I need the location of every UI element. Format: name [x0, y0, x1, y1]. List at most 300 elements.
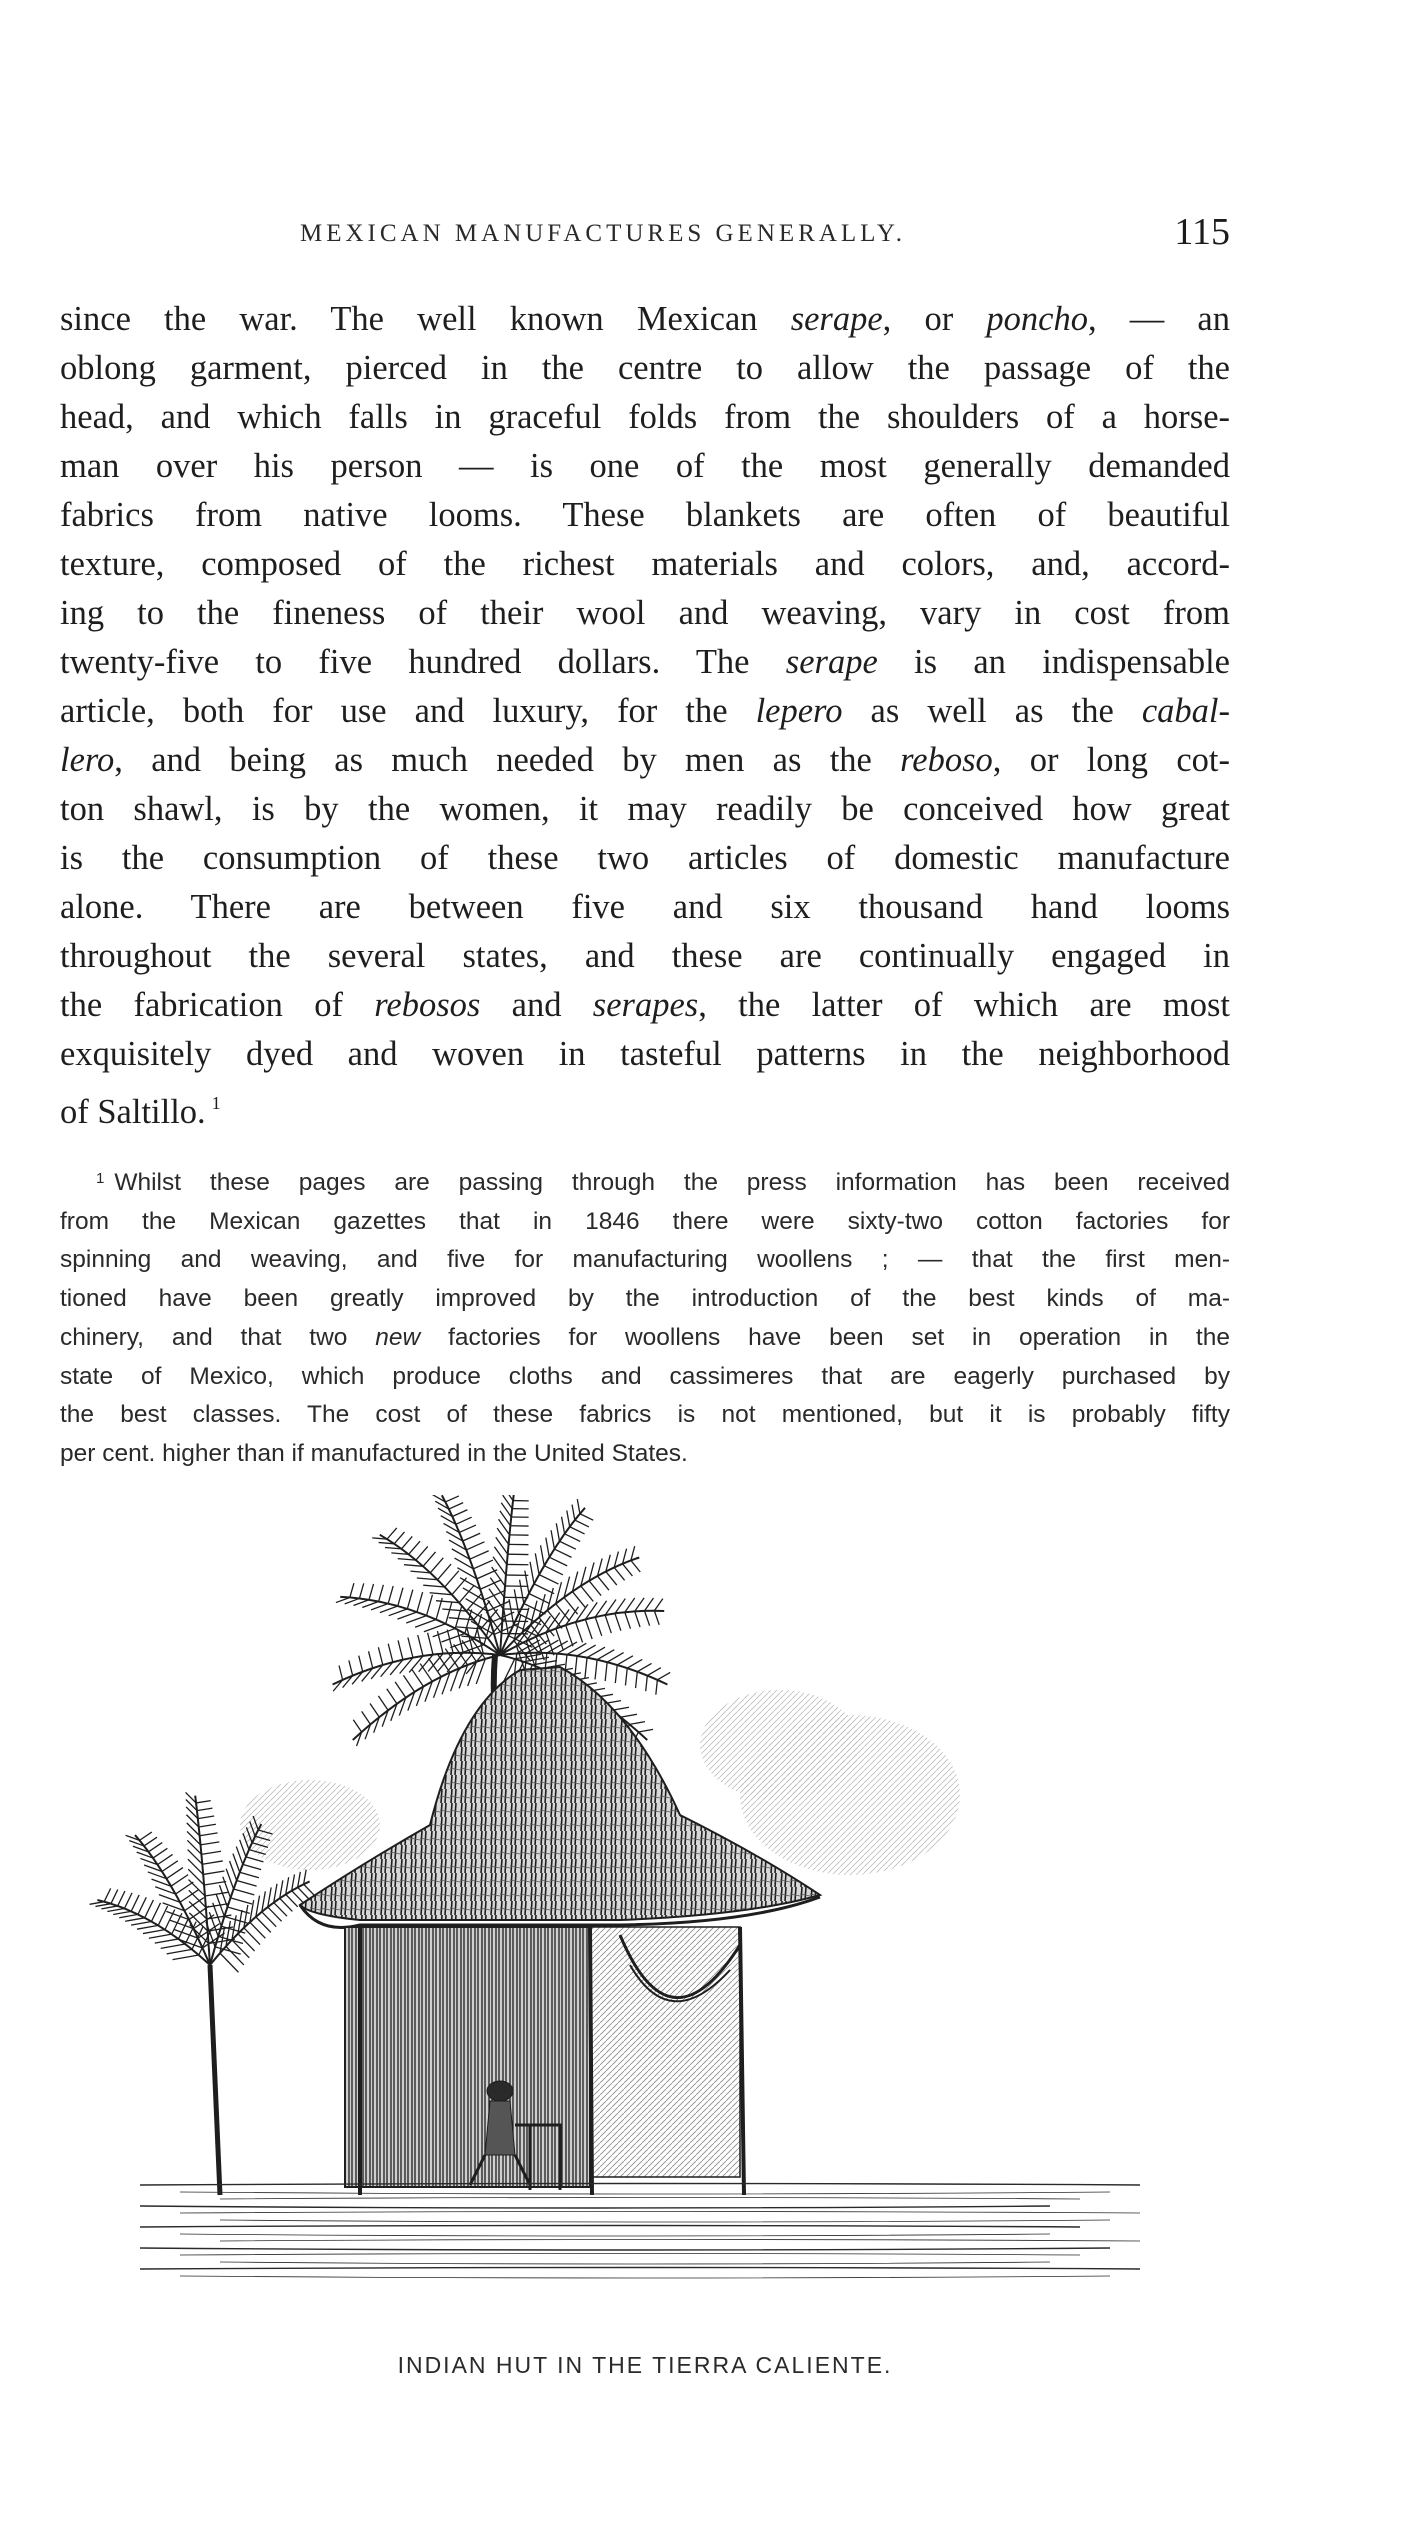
leaf-stroke	[137, 1925, 158, 1929]
text-run: per cent. higher than if manufactured in the United States.	[60, 1439, 688, 1467]
leaf-stroke	[615, 1613, 621, 1630]
leaf-stroke	[595, 1617, 601, 1636]
footnote-line	[60, 1160, 1230, 1203]
leaf-stroke	[576, 1622, 583, 1642]
leaf-stroke	[452, 1510, 467, 1517]
leaf-stroke	[380, 1606, 398, 1613]
text-run: twenty-five to five hundred dollars. The	[60, 643, 786, 681]
leaf-stroke	[144, 1837, 157, 1846]
leaf-stroke	[359, 1583, 363, 1598]
text-run: of Saltillo.	[60, 1093, 206, 1131]
ground-stroke	[140, 2184, 1140, 2186]
text-run: spinning and weaving, and five for manufacturing woollens ; — that the first men-	[60, 1246, 1230, 1274]
leaf-stroke	[236, 1847, 243, 1865]
leaf-stroke	[162, 1861, 178, 1872]
leaf-stroke	[424, 1624, 446, 1632]
text-run: , or	[882, 300, 987, 338]
leaf-stroke	[436, 1601, 459, 1603]
leaf-stroke	[408, 1638, 413, 1658]
italic-term: cabal-	[1141, 692, 1230, 730]
ground-stroke	[220, 2240, 1140, 2242]
leaf-stroke	[534, 1584, 554, 1594]
leaf-stroke	[199, 1824, 216, 1827]
leaf-stroke	[370, 1703, 379, 1717]
leaf-stroke	[615, 1665, 617, 1683]
leaf-stroke	[428, 1633, 433, 1655]
leaf-stroke	[371, 1604, 388, 1610]
footnote-line	[60, 1396, 1230, 1435]
text-run: fabrics from native looms. These blankets are often of beautiful	[60, 496, 1230, 534]
body-line	[60, 540, 1230, 589]
leaf-stroke	[570, 1527, 585, 1534]
text-run: chinery, and that two	[60, 1323, 376, 1351]
leaf-stroke	[113, 1911, 131, 1914]
leaf-stroke	[362, 1711, 371, 1724]
text-run: the best classes. The cost of these fabrics is not mentioned, but it is probably fifty	[60, 1401, 1230, 1429]
leaf-stroke	[387, 1689, 397, 1704]
ground-stroke	[180, 2212, 1140, 2214]
text-run: and	[480, 986, 593, 1024]
leaf-stroke	[131, 1921, 151, 1925]
leaf-stroke	[423, 1552, 435, 1566]
leaf-stroke	[379, 1585, 384, 1602]
footnote-line	[60, 1203, 1230, 1242]
italic-term: rebosos	[374, 986, 481, 1024]
leaf-stroke	[607, 1653, 623, 1663]
leaf-stroke	[654, 1599, 662, 1611]
leaf-stroke	[614, 1568, 624, 1581]
leaf-stroke	[455, 1605, 462, 1628]
text-run: the fabrication of	[60, 986, 375, 1024]
footnote-marker: 1	[96, 1170, 105, 1187]
text-run: factories for woollens have been set in operation in the	[420, 1323, 1230, 1351]
leaf-stroke	[645, 1598, 654, 1611]
leaf-stroke	[140, 1832, 152, 1840]
leaf-stroke	[630, 1722, 645, 1725]
text-run: man over his person — is one of the most generally demanded	[60, 447, 1230, 485]
leaf-stroke	[167, 1868, 183, 1879]
leaf-stroke	[572, 1592, 585, 1608]
leaf-stroke	[369, 1584, 374, 1600]
leaf-stroke	[231, 1898, 253, 1904]
body-line	[60, 589, 1230, 638]
leaf-stroke	[223, 1877, 231, 1898]
leaf-stroke	[597, 1650, 614, 1660]
leaf-stroke	[95, 1904, 110, 1907]
leaf-stroke	[429, 1658, 442, 1677]
leaf-stroke	[104, 1888, 110, 1901]
leaf-stroke	[387, 1528, 397, 1539]
leaf-stroke	[514, 1589, 518, 1614]
leaf-stroke	[101, 1906, 117, 1909]
body-line	[60, 981, 1230, 1030]
footnote	[60, 1160, 1230, 1474]
leaf-stroke	[544, 1566, 563, 1575]
leaf-stroke	[520, 1580, 524, 1604]
footnote-line	[60, 1319, 1230, 1358]
leaf-stroke	[437, 1564, 451, 1580]
body-line	[60, 344, 1230, 393]
leaf-stroke	[202, 1861, 222, 1864]
leaf-stroke	[219, 1885, 227, 1907]
ground-stroke	[220, 2220, 1110, 2222]
leaf-stroke	[567, 1510, 570, 1526]
leaf-stroke	[185, 1898, 204, 1911]
text-run: , the latter of which are most	[698, 986, 1230, 1024]
leaf-stroke	[234, 1889, 255, 1895]
leaf-stroke	[158, 1854, 173, 1864]
leaf-stroke	[388, 1586, 393, 1603]
leaf-stroke	[631, 1560, 640, 1572]
leaf-stroke	[535, 1553, 539, 1574]
leaf-stroke	[167, 1949, 192, 1954]
leaf-stroke	[369, 1651, 373, 1668]
italic-term: serapes	[592, 986, 699, 1024]
leaf-stroke	[397, 1612, 416, 1619]
body-text	[60, 295, 1230, 1137]
text-run: , or long cot-	[992, 741, 1230, 779]
leaf-stroke	[378, 1647, 382, 1665]
leaf-stroke	[546, 1538, 549, 1558]
italic-term: lero	[60, 741, 115, 779]
ground	[140, 2184, 1140, 2279]
text-run: ton shawl, is by the women, it may readily be conceived how great	[60, 790, 1230, 828]
leaf-stroke	[409, 1541, 420, 1554]
leaf-stroke	[188, 1869, 204, 1885]
body-line	[60, 442, 1230, 491]
leaf-stroke	[637, 1663, 651, 1671]
ground-stroke	[140, 2248, 1110, 2250]
leaf-stroke	[551, 1530, 554, 1549]
ground-stroke	[180, 2234, 1050, 2236]
leaf-stroke	[433, 1628, 456, 1636]
text-run: ing to the fineness of their wool and weaving, vary in cost from	[60, 594, 1230, 632]
leaf-stroke	[420, 1664, 432, 1682]
leaf-stroke	[143, 1930, 165, 1934]
body-line	[60, 393, 1230, 442]
leaf-stroke	[151, 1903, 160, 1922]
leaf-stroke	[441, 1633, 464, 1642]
leaf-stroke	[456, 1517, 472, 1524]
leaf-stroke	[447, 1630, 453, 1653]
leaf-stroke	[246, 1857, 263, 1862]
leaf-stroke	[233, 1854, 240, 1873]
leaf-stroke	[197, 1808, 212, 1810]
leaf-stroke	[398, 1588, 403, 1606]
leaf-stroke	[430, 1593, 452, 1595]
leaf-stroke	[345, 1598, 360, 1603]
running-head	[60, 210, 1230, 260]
leaf-stroke	[412, 1669, 424, 1686]
leaf-stroke	[556, 1523, 559, 1541]
ground-stroke	[180, 2192, 1110, 2194]
leaf-stroke	[131, 1895, 139, 1911]
body-line	[60, 1030, 1230, 1079]
leaf-stroke	[625, 1612, 631, 1628]
leaf-stroke	[554, 1549, 571, 1557]
leaf-stroke	[476, 1659, 485, 1684]
leaf-stroke	[560, 1541, 576, 1549]
leaf-stroke	[636, 1672, 638, 1688]
italic-term: lepero	[755, 692, 843, 730]
leaf-stroke	[203, 1871, 224, 1874]
leaf-stroke	[418, 1635, 423, 1656]
leaf-stroke	[615, 1599, 625, 1614]
ground-stroke	[140, 2268, 1140, 2270]
leaf-stroke	[153, 1848, 167, 1858]
leaf-stroke	[389, 1609, 408, 1616]
leaf-stroke	[572, 1505, 575, 1520]
leaf-stroke	[442, 1609, 466, 1611]
leaf-stroke	[423, 1585, 444, 1587]
text-run: exquisitely dyed and woven in tasteful patterns in the neighborhood	[60, 1035, 1230, 1073]
leaf-stroke	[445, 1496, 459, 1502]
leaf-stroke	[237, 1880, 257, 1886]
body-line	[60, 834, 1230, 883]
leaf-stroke	[595, 1660, 597, 1680]
leaf-stroke	[111, 1890, 118, 1904]
leaf-stroke	[226, 1869, 233, 1889]
leaf-stroke	[198, 1816, 214, 1819]
leaf-stroke	[230, 1861, 237, 1880]
indian-hut-engraving	[60, 1495, 1230, 2340]
leaf-stroke	[562, 1517, 565, 1534]
leaf-stroke	[124, 1893, 132, 1909]
engraving-illustration	[60, 1495, 1230, 2340]
leaf-stroke	[463, 1533, 480, 1541]
footnote-line	[60, 1435, 1230, 1474]
leaf-stroke	[625, 1598, 635, 1612]
ground-stroke	[180, 2276, 1110, 2278]
banana-stem	[210, 1965, 220, 2195]
leaf-stroke	[575, 1520, 589, 1527]
leaf-stroke	[525, 1571, 529, 1594]
leaf-stroke	[401, 1536, 412, 1548]
illustration-caption: INDIAN HUT IN THE TIERRA CALIENTE.	[397, 2352, 893, 2378]
leaf-stroke	[201, 1842, 220, 1845]
leaf-stroke	[286, 1894, 298, 1906]
leaf-stroke	[118, 1891, 125, 1906]
leaf-stroke	[173, 1955, 199, 1960]
palm-frond	[333, 1653, 500, 1685]
leaf-stroke	[353, 1600, 369, 1606]
leaf-stroke	[359, 1656, 363, 1672]
footnote-reference: 1	[211, 1093, 221, 1113]
body-line	[60, 638, 1230, 687]
leaf-stroke	[557, 1642, 577, 1654]
text-run: article, both for use and luxury, for the	[60, 692, 756, 730]
running-title: MEXICAN MANUFACTURES GENERALLY.	[300, 220, 907, 247]
leaf-stroke	[617, 1656, 633, 1665]
leaf-stroke	[149, 1934, 172, 1938]
leaf-stroke	[605, 1615, 611, 1633]
leaf-stroke	[646, 1676, 648, 1692]
leaf-stroke	[625, 1668, 627, 1685]
leaf-stroke	[304, 1884, 314, 1895]
leaf-stroke	[394, 1532, 404, 1544]
text-run: alone. There are between five and six thousand hand looms	[60, 888, 1230, 926]
leaf-stroke	[415, 1620, 436, 1628]
leaf-stroke	[196, 1801, 211, 1803]
leaf-stroke	[403, 1675, 414, 1691]
leaf-stroke	[388, 1644, 393, 1662]
leaf-stroke	[473, 1560, 493, 1569]
leaf-stroke	[188, 1859, 203, 1874]
leaf-stroke	[654, 1611, 659, 1625]
leaf-stroke	[161, 1944, 186, 1948]
leaf-stroke	[539, 1575, 558, 1584]
leaf-stroke	[541, 1545, 545, 1565]
leaf-stroke	[606, 1572, 617, 1585]
leaf-stroke	[597, 1576, 608, 1590]
text-run: texture, composed of the richest materials and colors, and, accord-	[60, 545, 1230, 583]
leaf-stroke	[292, 1891, 303, 1903]
leaf-stroke	[362, 1602, 378, 1608]
leaf-stroke	[645, 1611, 650, 1626]
leaf-stroke	[417, 1592, 423, 1612]
leaf-stroke	[107, 1908, 124, 1911]
ground-stroke	[180, 2254, 1080, 2256]
text-run: is an indispensable	[877, 643, 1230, 681]
leaf-stroke	[504, 1610, 509, 1636]
leaf-stroke	[188, 1880, 204, 1896]
leaf-stroke	[589, 1581, 601, 1596]
text-run: as well as the	[842, 692, 1142, 730]
text-run: oblong garment, pierced in the centre to allow the passage of the	[60, 349, 1230, 387]
leaf-stroke	[398, 1640, 403, 1659]
text-run: tioned have been greatly improved by the introduction of the best kinds of ma-	[60, 1285, 1230, 1313]
text-run: state of Mexico, which produce cloths and cassimeres that are eagerly purchased by	[60, 1362, 1230, 1390]
ground-stroke	[140, 2206, 1050, 2208]
leaf-stroke	[90, 1902, 105, 1905]
text-run: Whilst these pages are passing through the press information has been received	[114, 1169, 1230, 1196]
leaf-stroke	[155, 1939, 179, 1943]
leaf-stroke	[438, 1653, 453, 1671]
leaf-stroke	[407, 1590, 412, 1609]
text-run: throughout the several states, and these are continually engaged in	[60, 937, 1230, 975]
leaf-stroke	[621, 1714, 637, 1717]
ground-stroke	[140, 2226, 1080, 2228]
leaf-stroke	[529, 1593, 550, 1603]
leaf-stroke	[178, 1917, 189, 1939]
leaf-stroke	[125, 1918, 145, 1921]
leaf-stroke	[416, 1546, 428, 1560]
leaf-stroke	[350, 1583, 354, 1597]
ground-stroke	[220, 2262, 1050, 2264]
leaf-stroke	[298, 1887, 309, 1898]
footnote-line	[60, 1241, 1230, 1280]
text-run: since the war. The well known Mexican	[60, 300, 791, 338]
footnote-line	[60, 1358, 1230, 1397]
leaf-stroke	[304, 1870, 307, 1885]
leaf-stroke	[549, 1557, 567, 1566]
body-line	[60, 883, 1230, 932]
leaf-stroke	[280, 1898, 293, 1911]
leaf-stroke	[635, 1598, 644, 1612]
leaf-stroke	[623, 1564, 633, 1576]
leaf-stroke	[605, 1662, 607, 1681]
leaf-stroke	[200, 1833, 218, 1836]
leaf-stroke	[189, 1901, 207, 1919]
leaf-stroke	[406, 1616, 426, 1623]
body-line	[60, 491, 1230, 540]
text-run: , — an	[1087, 300, 1230, 338]
body-line	[60, 1079, 1230, 1137]
italic-term: poncho	[986, 300, 1088, 338]
leaf-stroke	[635, 1611, 640, 1627]
leaf-stroke	[243, 1864, 261, 1869]
text-run: from the Mexican gazettes that in 1846 there were sixty-two cotton factories for	[60, 1207, 1230, 1235]
leaf-stroke	[158, 1906, 167, 1925]
leaf-stroke	[445, 1571, 459, 1587]
italic-term: reboso	[900, 741, 993, 779]
leaf-stroke	[627, 1659, 642, 1668]
leaf-stroke	[427, 1595, 433, 1616]
body-line	[60, 687, 1230, 736]
leaf-stroke	[656, 1680, 658, 1695]
ground-stroke	[220, 2198, 1080, 2200]
leaf-stroke	[378, 1696, 388, 1710]
leaf-stroke	[466, 1593, 482, 1611]
leaf-stroke	[530, 1562, 534, 1584]
italic-term: new	[375, 1323, 421, 1351]
leaf-stroke	[470, 1551, 489, 1559]
leaf-stroke	[446, 1601, 452, 1623]
leaf-stroke	[395, 1682, 406, 1698]
text-run: , and being as much needed by men as the	[114, 741, 901, 779]
leaf-stroke	[581, 1586, 594, 1601]
leaf-stroke	[449, 1503, 463, 1509]
leaf-stroke	[119, 1914, 138, 1917]
italic-term: serape	[790, 300, 883, 338]
leaf-stroke	[459, 1525, 476, 1532]
leaf-stroke	[145, 1900, 154, 1918]
leaf-stroke	[657, 1672, 670, 1679]
body-line	[60, 932, 1230, 981]
leaf-stroke	[638, 1729, 653, 1732]
leaf-stroke	[149, 1843, 163, 1852]
leaf-stroke	[353, 1720, 361, 1732]
text-run: is the consumption of these two articles of domestic manufacture	[60, 839, 1230, 877]
leaf-stroke	[577, 1499, 580, 1514]
body-line	[60, 295, 1230, 344]
leaf-stroke	[585, 1619, 592, 1639]
body-line	[60, 736, 1230, 785]
leaf-stroke	[566, 1625, 573, 1646]
italic-term: serape	[785, 643, 878, 681]
leaf-stroke	[240, 1840, 246, 1857]
leaf-stroke	[430, 1558, 443, 1573]
leaf-stroke	[565, 1534, 581, 1542]
leaf-stroke	[171, 1875, 188, 1887]
leaf-stroke	[349, 1660, 353, 1675]
leaf-stroke	[417, 1578, 438, 1580]
leaf-stroke	[580, 1514, 593, 1520]
leaf-stroke	[336, 1597, 350, 1602]
leaf-stroke	[466, 1542, 484, 1550]
footnote-line	[60, 1280, 1230, 1319]
page-number: 115	[1174, 211, 1230, 253]
body-line	[60, 785, 1230, 834]
leaf-stroke	[204, 1881, 226, 1885]
leaf-stroke	[647, 1668, 661, 1676]
text-run: head, and which falls in graceful folds from the shoulders of a horse-	[60, 398, 1230, 436]
leaf-stroke	[339, 1665, 343, 1679]
leaf-stroke	[138, 1897, 146, 1914]
leaf-stroke	[585, 1658, 587, 1679]
leaf-stroke	[240, 1872, 259, 1877]
leaf-stroke	[201, 1851, 221, 1854]
